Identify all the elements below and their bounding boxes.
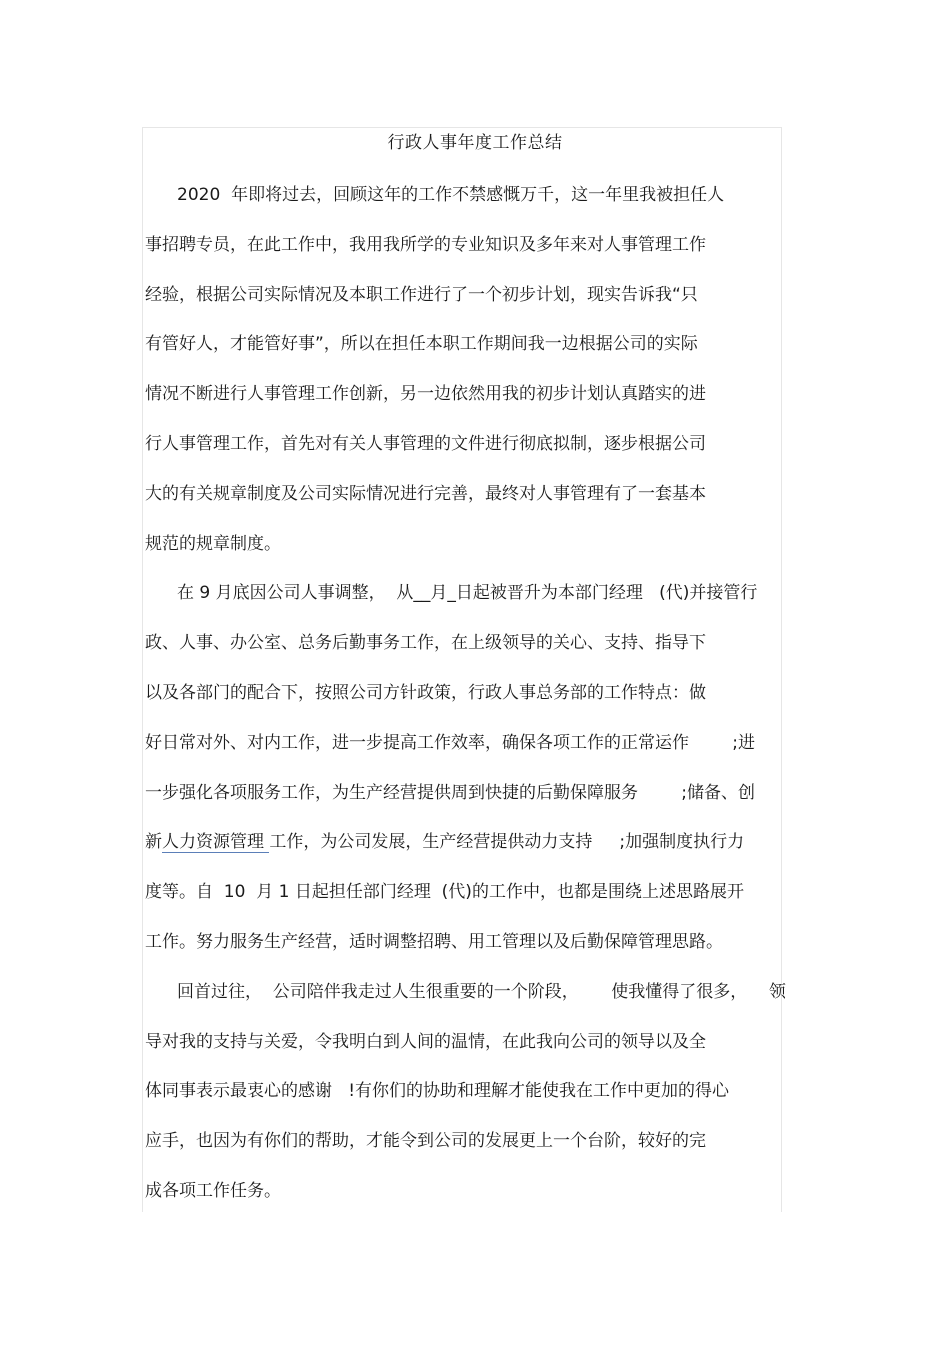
paragraph-line: 体同事表示最衷心的感谢 !有你们的协助和理解才能使我在工作中更加的得心: [145, 1081, 730, 1101]
paragraph-line: 2020 年即将过去，回顾这年的工作不禁感慨万千，这一年里我被担任人: [177, 185, 725, 205]
paragraph-line: 成各项工作任务。: [145, 1181, 281, 1201]
paragraph-line: 有管好人，才能管好事”，所以在担任本职工作期间我一边根据公司的实际: [145, 334, 698, 354]
paragraph-line: 应手，也因为有你们的帮助，才能令到公司的发展更上一个台阶，较好的完: [145, 1131, 706, 1151]
paragraph-line: 大的有关规章制度及公司实际情况进行完善，最终对人事管理有了一套基本: [145, 484, 706, 504]
paragraph-line: 以及各部门的配合下，按照公司方针政策，行政人事总务部的工作特点：做: [145, 683, 706, 703]
paragraph-line: 回首过往， 公司陪伴我走过人生很重要的一个阶段， 使我懂得了很多， 领: [177, 982, 786, 1002]
paragraph-line: 度等。自 10 月 1 日起担任部门经理 (代)的工作中，也都是围绕上述思路展开: [145, 882, 744, 902]
paragraph-line: 一步强化各项服务工作，为生产经营提供周到快捷的后勤保障服务 ;储备、创: [145, 783, 755, 803]
paragraph-line: [145, 830, 744, 854]
paragraph-line: 行人事管理工作，首先对有关人事管理的文件进行彻底拟制，逐步根据公司: [145, 434, 706, 454]
paragraph-line: 工作。努力服务生产经营，适时调整招聘、用工管理以及后勤保障管理思路。: [145, 932, 723, 952]
hr-management-link[interactable]: 人力资源管理: [162, 832, 270, 852]
paragraph-line: 情况不断进行人事管理工作创新，另一边依然用我的初步计划认真踏实的进: [145, 384, 706, 404]
line-suffix: 工作，为公司发展，生产经营提供动力支持 ;加强制度执行力: [269, 832, 745, 852]
line-prefix: 新: [145, 832, 162, 852]
document-title: 行政人事年度工作总结: [387, 133, 563, 153]
paragraph-line: 在 9 月底因公司人事调整， 从__月_日起被晋升为本部门经理 (代)并接管行: [177, 583, 758, 603]
paragraph-line: 好日常对外、对内工作，进一步提高工作效率，确保各项工作的正常运作 ;进: [145, 733, 755, 753]
paragraph-line: 事招聘专员，在此工作中，我用我所学的专业知识及多年来对人事管理工作: [145, 235, 706, 255]
paragraph-line: 经验，根据公司实际情况及本职工作进行了一个初步计划，现实告诉我“只: [145, 285, 698, 305]
paragraph-line: 规范的规章制度。: [145, 534, 281, 554]
paragraph-line: 政、人事、办公室、总务后勤事务工作，在上级领导的关心、支持、指导下: [145, 633, 706, 653]
paragraph-line: 导对我的支持与关爱，令我明白到人间的温情，在此我向公司的领导以及全: [145, 1032, 706, 1052]
